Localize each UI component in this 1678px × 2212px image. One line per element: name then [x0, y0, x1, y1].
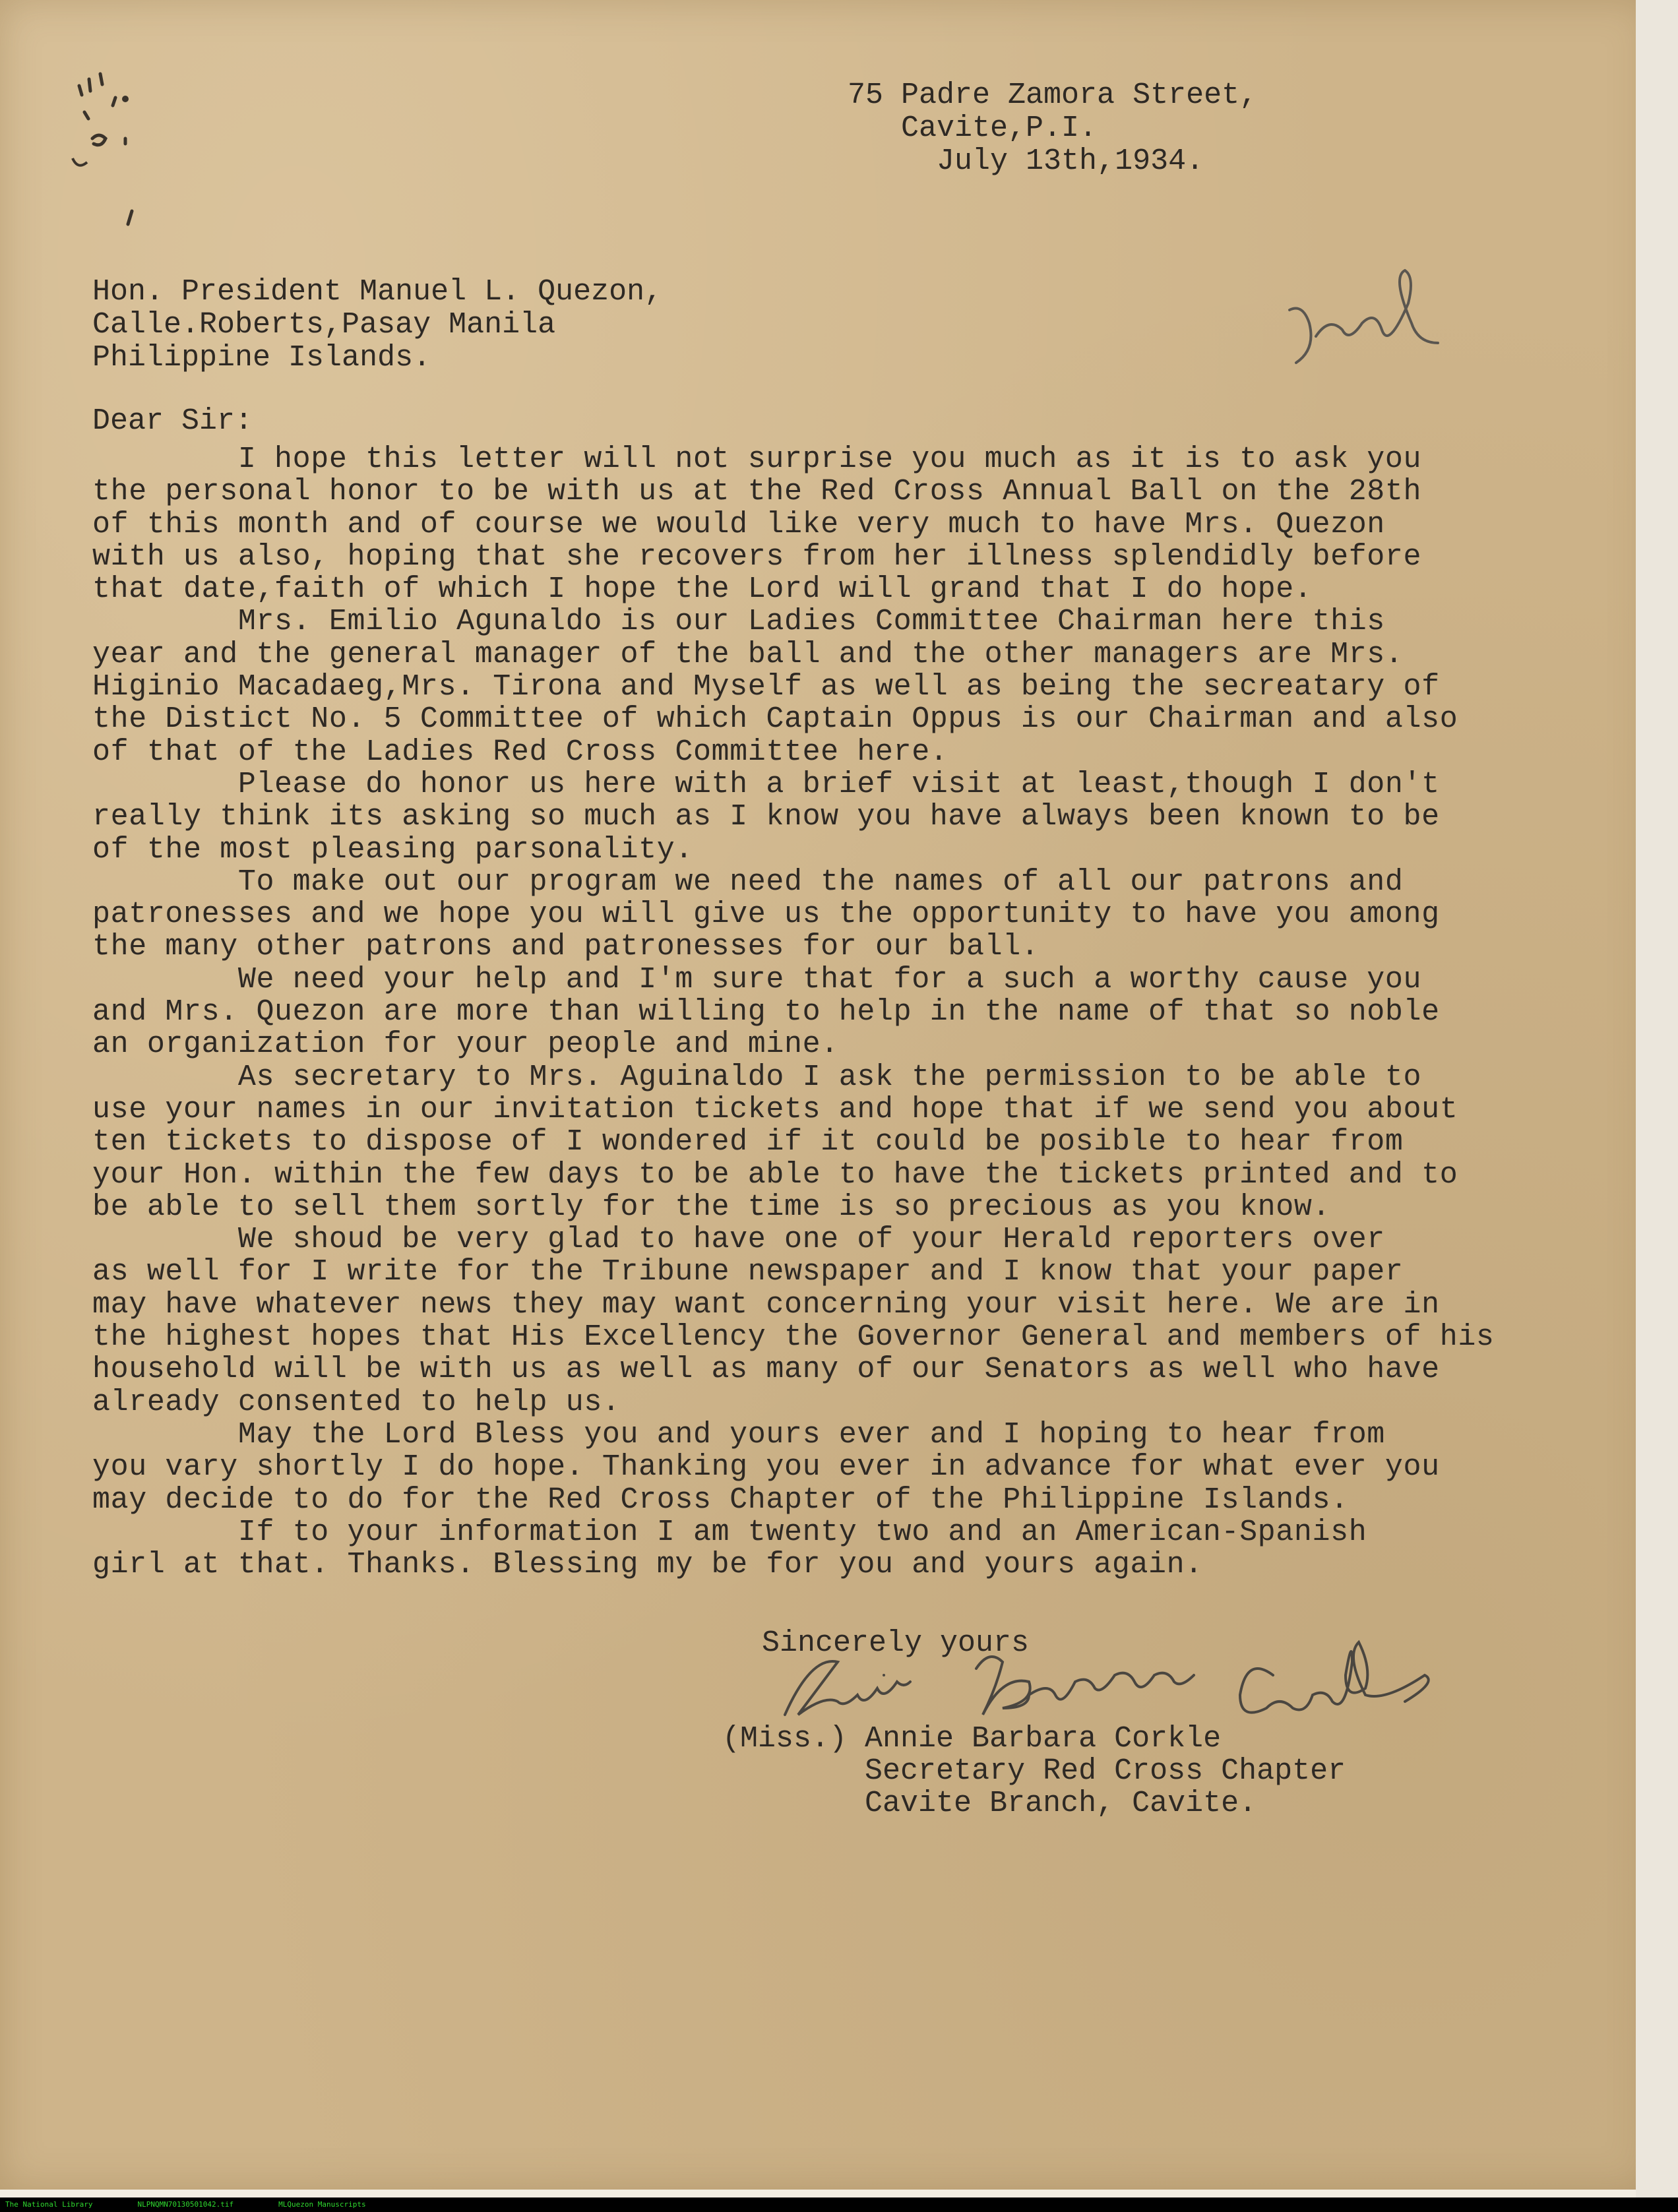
- recipient-address: Hon. President Manuel L. Quezon, Calle.Roberts,Pasay Manila Philippine Islands.: [92, 275, 663, 375]
- salutation: Dear Sir:: [92, 404, 253, 438]
- page-edge-background: [1636, 0, 1678, 2212]
- scan-footer: [0, 2197, 1678, 2212]
- pencil-initial-mark: [1276, 257, 1474, 389]
- letter-body: I hope this letter will not surprise you much as it is to ask you the personal honor to be with us at the Red Cross Annual Ball on the 28th of this month and of course we would like very much to have Mrs. Quezon with us also, hoping that she recovers from her illness splendidly before that date,faith of which I hope the Lord will grand that I do hope. Mrs. Emilio Agunaldo is our Ladies Committee Chairman here this year and the general manager of the ball and the other managers are Mrs. Higinio Macadaeg,Mrs. Tirona and Myself as well as being the secreatary of the Distict No. 5 Committee of which Captain Oppus is our Chairman and also of that of the Ladies Red Cross Committee here. Please do honor us here with a brief visit at least,though I don't really think its asking so much as I know you have always been known to be of the most pleasing parsonality. To make out our program we need the names of all our patrons and patronesses and we hope you will give us the opportunity to have you among the many other patrons and patronesses for our ball. We need your help and I'm sure that for a such a worthy cause you and Mrs. Quezon are more than willing to help in the name of that so noble an organization for your people and mine. As secretary to Mrs. Aguinaldo I ask the permission to be able to use your names in our invitation tickets and hope that if we send you about ten tickets to dispose of I wondered if it could be posible to hear from your Hon. within the few days to be able to have the tickets printed and to be able to sell them sortly for the time is so precious as you know. We shoud be very glad to have one of your Herald reporters over as well for I write for the Tribune newspaper and I know that your paper may have whatever news they may want concerning your visit here. We are in the highest hopes that His Excellency the Governor General and members of his household will be with us as well as many of our Senators as well who have already consented to help us. May the Lord Bless you and yours ever and I hoping to hear from you vary shortly I do hope. Thanking you ever in advance for what ever you may decide to do for the Red Cross Chapter of the Philippine Islands. If to your information I am twenty two and an American-Spanish girl at that. Thanks. Blessing my be for you and yours again.: [92, 443, 1495, 1582]
- signer-block: (Miss.) Annie Barbara Corkle Secretary Red Cross Chapter Cavite Branch, Cavite.: [722, 1722, 1346, 1820]
- closing: Sincerely yours: [762, 1626, 1030, 1660]
- margin-marks: [53, 59, 185, 231]
- footer-collection: MLQuezon Manuscripts: [278, 2200, 366, 2209]
- footer-library: The National Library: [5, 2200, 93, 2209]
- footer-file: NLPNQMN70130501042.tif: [137, 2200, 234, 2209]
- letter-heading: 75 Padre Zamora Street, Cavite,P.I. July 13th,1934.: [848, 78, 1258, 178]
